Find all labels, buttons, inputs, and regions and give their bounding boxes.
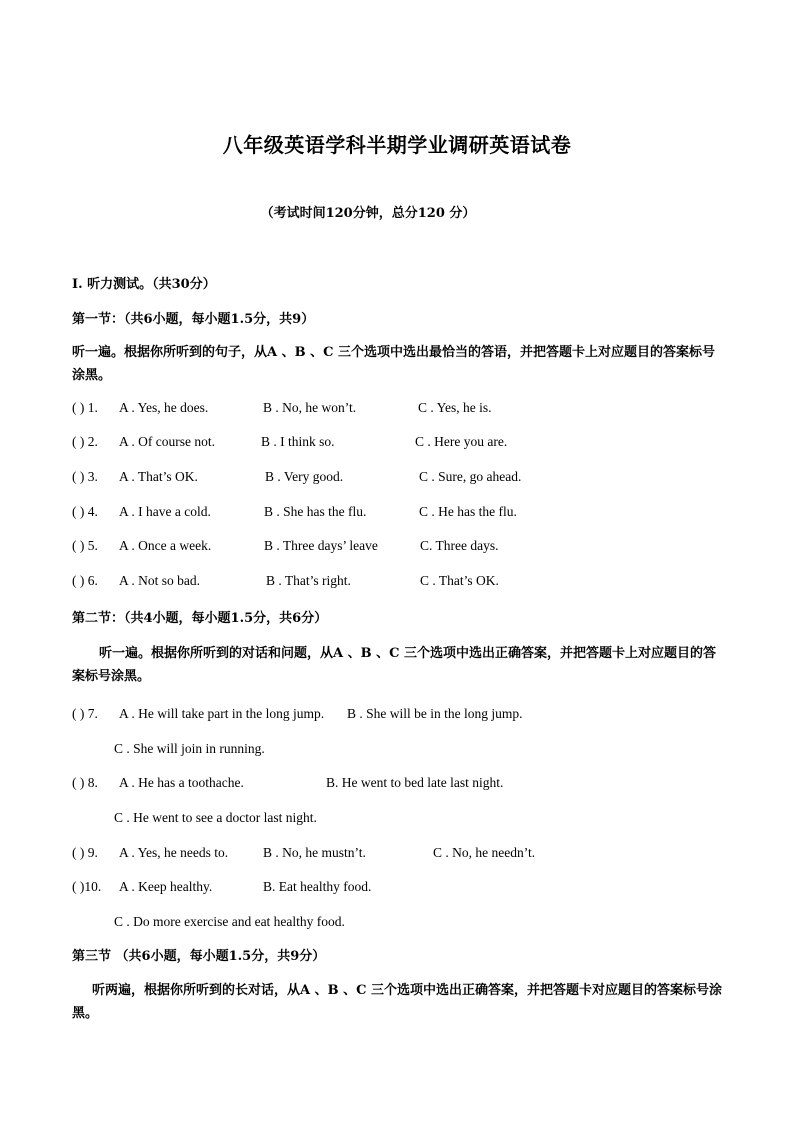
- section2-instructions: 听一遍。根据你所听到的对话和问题，从A 、B 、C 三个选项中选出正确答案，并把答题卡上对应题目的答案标号涂黑。: [72, 646, 716, 684]
- option-b: B . She will be in the long jump.: [347, 706, 523, 721]
- option-c: C . Here you are.: [415, 434, 508, 449]
- question-number: ( ) 5.: [72, 538, 98, 553]
- section3-instructions: 听两遍，根据你所听到的长对话，从A 、B 、C 三个选项中选出正确答案，并把答题卡对应题目的答案标号涂黑。: [72, 983, 722, 1021]
- option-a: A . Once a week.: [119, 538, 212, 553]
- part1-heading: I. 听力测试。（共30分）: [72, 277, 216, 292]
- option-a: A . Not so bad.: [119, 573, 200, 588]
- option-a: A . Keep healthy.: [119, 879, 213, 894]
- option-a: A . Yes, he does.: [119, 400, 209, 415]
- option-c: C. Three days.: [420, 538, 499, 553]
- option-b: B. He went to bed late last night.: [326, 775, 504, 790]
- option-b: B . Very good.: [265, 469, 344, 484]
- option-c: C . No, he needn’t.: [433, 845, 536, 860]
- option-b: B . Three days’ leave: [264, 538, 378, 553]
- question-number: ( ) 8.: [72, 775, 98, 790]
- page-title: 八年级英语学科半期学业调研英语试卷: [222, 133, 572, 157]
- question-number: ( ) 3.: [72, 469, 98, 484]
- question-number: ( ) 7.: [72, 706, 98, 721]
- option-a: A . Of course not.: [119, 434, 215, 449]
- option-c: C . He has the flu.: [419, 504, 517, 519]
- option-c: C . He went to see a doctor last night.: [114, 810, 317, 825]
- question-number: ( ) 6.: [72, 573, 98, 588]
- option-b: B . No, he won’t.: [263, 400, 357, 415]
- question-number: ( ) 2.: [72, 434, 98, 449]
- option-b: B . That’s right.: [266, 573, 351, 588]
- option-a: A . He has a toothache.: [119, 775, 244, 790]
- section1-instructions: 听一遍。根据你所听到的句子，从A 、B 、C 三个选项中选出最恰当的答语，并把答题卡上对应题目的答案标号涂黑。: [72, 345, 715, 383]
- option-c: C . Sure, go ahead.: [419, 469, 522, 484]
- option-c: C . That’s OK.: [420, 573, 499, 588]
- option-c: C . Yes, he is.: [418, 400, 492, 415]
- option-a: A . He will take part in the long jump.: [119, 706, 325, 721]
- question-number: ( )10.: [72, 879, 102, 894]
- section1-heading: 第一节：（共6小题，每小题1.5分，共9）: [72, 312, 315, 327]
- question-number: ( ) 4.: [72, 504, 98, 519]
- option-b: B . I think so.: [261, 434, 335, 449]
- option-a: A . Yes, he needs to.: [119, 845, 229, 860]
- section3-heading: 第三节 （共6小题，每小题1.5分，共9分）: [72, 949, 326, 964]
- option-a: A . That’s OK.: [119, 469, 198, 484]
- option-c: C . She will join in running.: [114, 741, 265, 756]
- option-b: B . No, he mustn’t.: [263, 845, 366, 860]
- option-a: A . I have a cold.: [119, 504, 211, 519]
- option-b: B. Eat healthy food.: [263, 879, 372, 894]
- question-number: ( ) 1.: [72, 400, 98, 415]
- option-b: B . She has the flu.: [264, 504, 367, 519]
- question-number: ( ) 9.: [72, 845, 98, 860]
- section2-heading: 第二节：（共4小题，每小题1.5分，共6分）: [72, 611, 328, 626]
- option-c: C . Do more exercise and eat healthy food.: [114, 914, 345, 929]
- exam-info: （考试时间120分钟，总分120 分）: [260, 206, 476, 221]
